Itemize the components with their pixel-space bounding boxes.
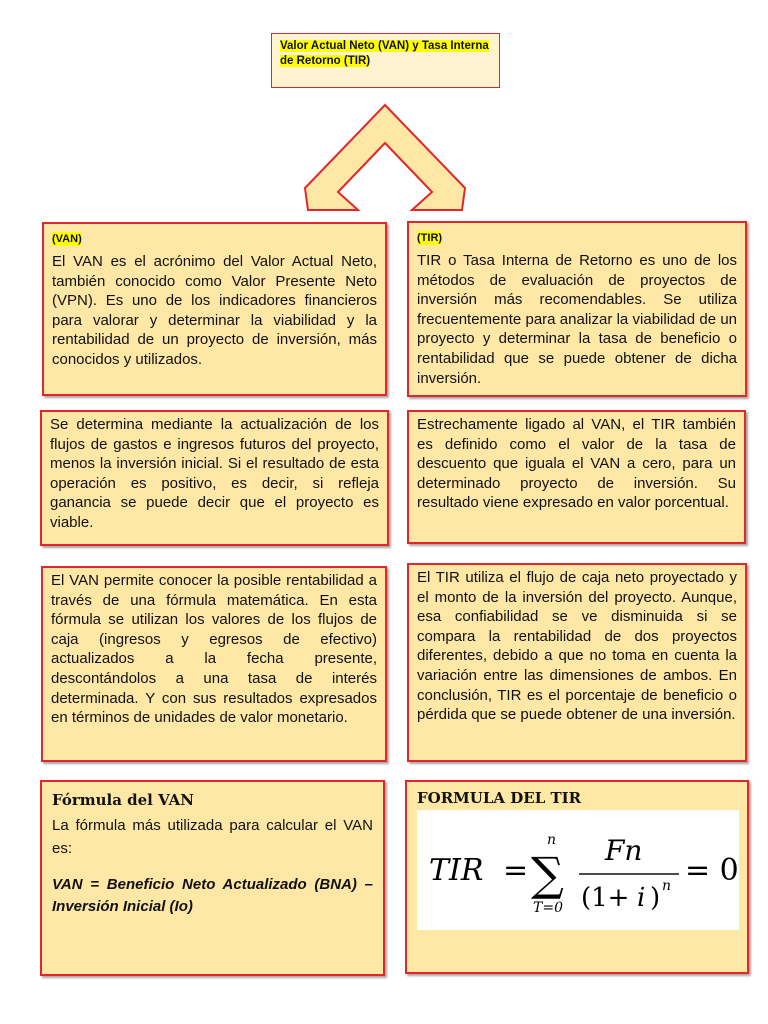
tir-formula-title: FORMULA DEL TIR [417,789,582,807]
eq-numerator: Fn [605,834,643,867]
tir-intro-text: TIR o Tasa Interna de Retorno es uno de los métodos de evaluación de proyectos de inversión más recomendables. Se utiliza frecuentemente para analizar la viabilidad de un proyecto y determinar la tasa de beneficio o rentabilidad que se puede obtener de dicha inversión. [417,252,737,387]
tir-usage-text: El TIR utiliza el flujo de caja neto proyectado y el monto de la inversión del proyecto. Aunque, esa confiabilidad se ve disminuida si se compara la rentabilidad de dos proyectos diferentes, debido a que no toma en cuenta la variación entre las dimensiones de ambos. En conclusión, TIR es el porcentaje de beneficio o pérdida que se puede obtener de una inversión. [417,569,737,724]
van-formula-title: Fórmula del VAN [52,791,194,809]
van-usage-text: El VAN permite conocer la posible rentabilidad a través de una fórmula matemática. En esta fórmula se utilizan los valores de los flujos de caja (ingresos y egresos de efectivo) actualizados a la fecha presente, descontándolos a una tasa de interés determinada. Y con sus resultados expresados en términos de unidades de valor monetario. [51,572,377,727]
van-formula-expression: VAN = Beneficio Neto Actualizado (BNA) – Inversión Inicial (Io) [52,876,373,915]
eq-den-exp: n [662,878,672,894]
van-formula-intro: La fórmula más utilizada para calcular el VAN es: [52,817,373,857]
eq-den-i: i [637,883,646,913]
van-intro-text: El VAN es el acrónimo del Valor Actual Neto, también conocido como Valor Presente Neto (VPN). Es uno de los indicadores financieros para valorar y determinar la viabilidad y la rentabilidad de un proyecto de inversión, más conocidos y utilizados. [52,253,377,368]
van-detail-text: Se determina mediante la actualización de los flujos de gastos e ingresos futuros del proyecto, menos la inversión inicial. Si el resultado de esta operación es positivo, es decir, si refleja ganancia se puede decir que el proyecto es viable. [50,416,379,531]
tir-formula-box [405,780,749,974]
eq-equals: = [503,853,529,888]
tir-usage-box [407,563,747,762]
van-intro-box [42,222,387,396]
eq-den-open: (1+ [581,883,630,913]
van-tag: (VAN) [52,233,82,245]
tir-detail-box [407,410,746,544]
eq-lhs: TIR [429,853,484,888]
eq-lower: T=0 [533,900,563,916]
eq-sigma: ∑ [531,847,564,901]
eq-rhs: = 0 [685,853,739,888]
double-down-arrow-icon [290,100,480,212]
tir-detail-text: Estrechamente ligado al VAN, el TIR también es definido como el valor de la tasa de descuento que iguala el VAN a cero, para un determinado proyecto de inversión. Su resultado viene expresado en valor porcentual. [417,416,736,512]
tir-tag: (TIR) [417,232,443,244]
tir-equation [417,810,739,930]
diagram-title-text: Valor Actual Neto (VAN) y Tasa Interna de Retorno (TIR) [280,40,489,67]
eq-upper: n [547,832,557,848]
van-detail-box [40,410,389,546]
van-formula-box [40,780,385,976]
diagram-title [271,33,500,88]
tir-formula-image [417,810,739,930]
tir-intro-box [407,221,747,397]
eq-den-close: ) [650,883,661,913]
van-usage-box [41,566,387,762]
